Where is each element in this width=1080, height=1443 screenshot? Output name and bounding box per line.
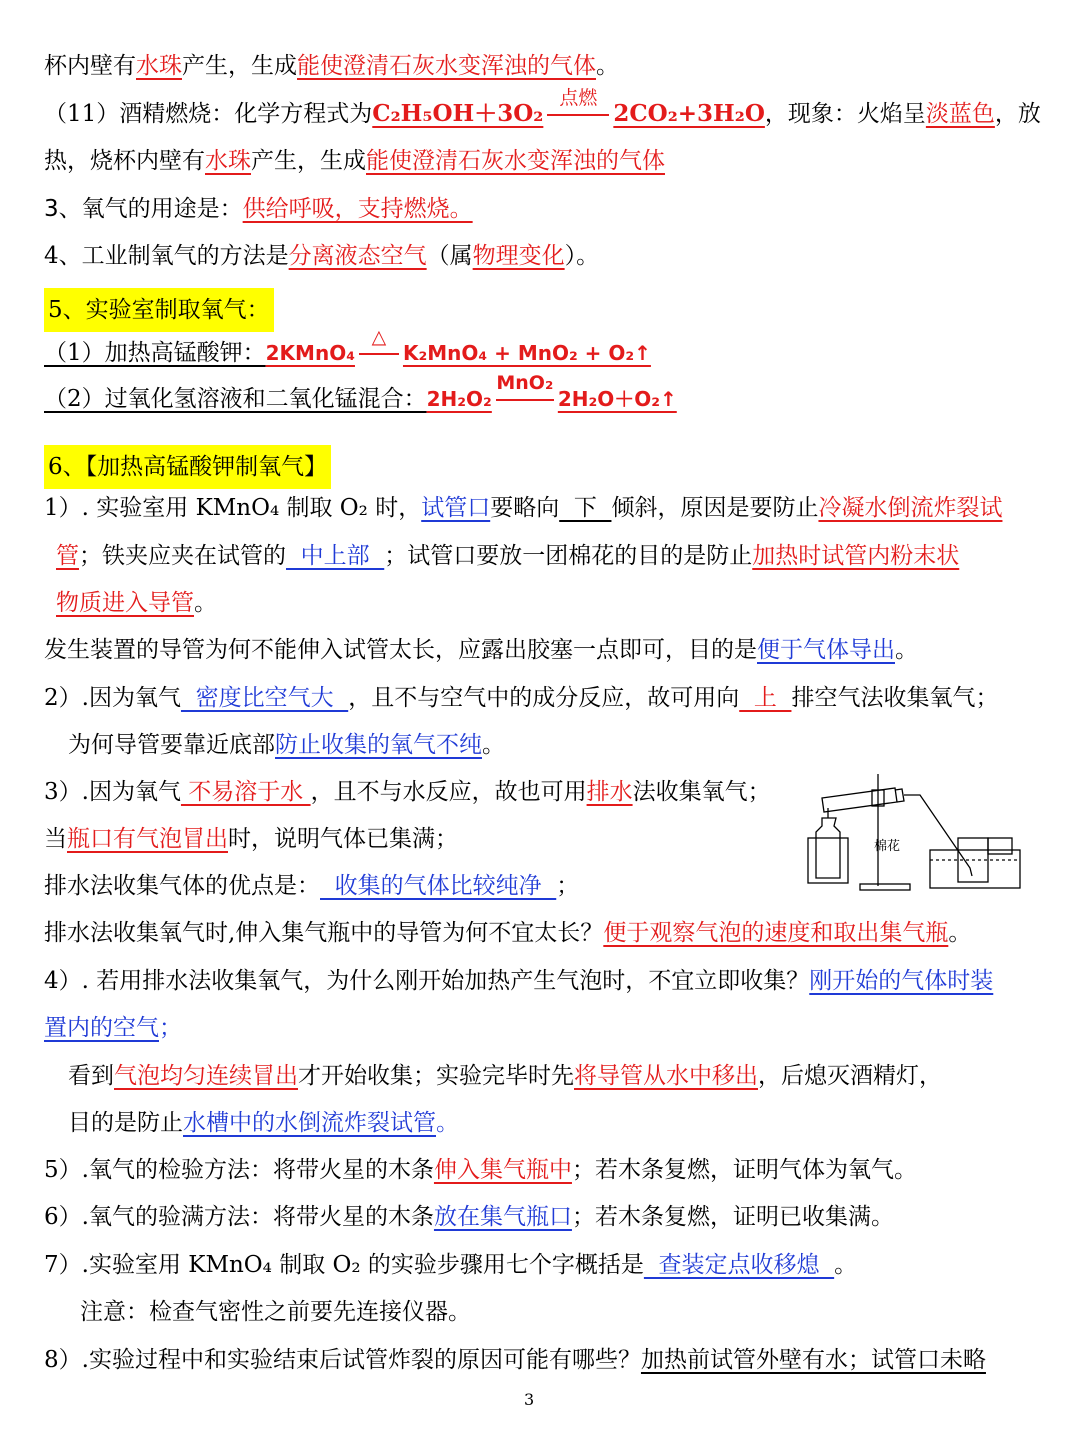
line-2 xyxy=(44,87,1041,130)
answer-blank: 中上部 xyxy=(286,543,385,569)
line-17 xyxy=(44,823,458,855)
text: 2）.因为氧气 xyxy=(44,685,181,711)
answer-blank: 加热前试管外壁有水；试管口未略 xyxy=(640,1347,986,1373)
line-10 xyxy=(44,492,1002,524)
text: 。 xyxy=(596,53,619,79)
text: 7）.实验室用 KMnO₄ 制取 O₂ 的实验步骤用七个字概括是 xyxy=(44,1252,644,1278)
equation-reactants: C₂H₅OH＋3O₂ xyxy=(372,100,544,127)
section-heading: 4、工业制氧气的方法是 xyxy=(44,243,289,269)
equation-reactants: 2KMnO₄ xyxy=(265,341,355,365)
line-6 xyxy=(44,288,274,332)
answer-blank: 水槽中的水倒流炸裂试管 xyxy=(183,1110,436,1136)
line-16 xyxy=(44,776,771,808)
line-8 xyxy=(44,372,677,415)
wooden-block xyxy=(808,838,848,883)
answer-blank: 能使澄清石灰水变浑浊的气体 xyxy=(297,53,596,79)
text: ，且不与水反应，故也可用 xyxy=(310,779,587,805)
reaction-condition xyxy=(547,87,609,130)
line-21 xyxy=(44,1012,182,1044)
text: （2）过氧化氢溶液和二氧化锰混合： xyxy=(44,386,427,412)
section-heading: 3、氧气的用途是： xyxy=(44,196,243,222)
answer-blank: 排水 xyxy=(586,779,633,805)
text: 时，说明气体已集满； xyxy=(228,826,458,852)
text: 。 xyxy=(948,920,972,946)
equation-products: 2H₂O＋O₂↑ xyxy=(557,387,677,411)
text: 产生，生成 xyxy=(182,53,297,79)
text: ；若木条复燃，证明气体为氧气。 xyxy=(571,1157,917,1183)
line-11 xyxy=(56,540,959,572)
reaction-condition xyxy=(496,372,554,415)
line-19 xyxy=(44,917,971,949)
line-24 xyxy=(44,1154,917,1186)
line-14 xyxy=(44,682,998,714)
text: 法收集氧气； xyxy=(632,779,771,805)
text: ；若木条复燃，证明已收集满。 xyxy=(571,1204,894,1230)
line-9 xyxy=(44,445,331,489)
text: ；铁夹应夹在试管的 xyxy=(79,543,286,569)
condition-label: △ xyxy=(371,326,387,348)
reaction-arrow xyxy=(359,353,399,355)
bottle-rest xyxy=(988,838,1012,854)
line-25 xyxy=(44,1201,894,1233)
text: 要略向 xyxy=(490,495,560,521)
equation-reactants: 2H₂O₂ xyxy=(426,387,492,411)
text: 排水法收集气体的优点是： xyxy=(44,873,320,899)
answer-blank: 加热时试管内粉末状 xyxy=(752,543,960,569)
text: 3）.因为氧气 xyxy=(44,779,181,805)
answer-blank: 物质进入导管 xyxy=(56,590,194,616)
answer-blank: 淡蓝色 xyxy=(925,101,995,127)
line-3 xyxy=(44,145,665,177)
answer-blank: 气泡均匀连续冒出 xyxy=(114,1063,298,1089)
line-28 xyxy=(44,1344,986,1376)
text: 4）. 若用排水法收集氧气，为什么刚开始加热产生气泡时，不宜立即收集？ xyxy=(44,968,810,994)
answer-blank: 密度比空气大 xyxy=(180,685,349,711)
text: 才开始收集；实验完毕时先 xyxy=(298,1063,574,1089)
text: 当 xyxy=(44,826,67,852)
text: 产生，生成 xyxy=(251,148,366,174)
line-1 xyxy=(44,50,619,82)
note-text: 注意：检查气密性之前要先连接仪器。 xyxy=(80,1299,471,1325)
text: （11）酒精燃烧：化学方程式为 xyxy=(44,101,373,127)
text: ）。 xyxy=(564,243,600,269)
line-27 xyxy=(80,1296,471,1328)
test-tube xyxy=(822,788,897,812)
answer-blank: 下 xyxy=(559,495,612,521)
line-7 xyxy=(44,326,651,369)
line-23 xyxy=(68,1107,459,1139)
text: 。 xyxy=(436,1110,459,1136)
text: 为何导管要靠近底部 xyxy=(68,732,275,758)
line-15 xyxy=(68,729,505,761)
text: ，后熄灭酒精灯， xyxy=(758,1063,942,1089)
text: 5）.氧气的检验方法：将带火星的木条 xyxy=(44,1157,434,1183)
text: 8）.实验过程中和实验结束后试管炸裂的原因可能有哪些？ xyxy=(44,1347,641,1373)
answer-blank: 冷凝水倒流炸裂试 xyxy=(818,495,1003,521)
text: 1）. 实验室用 KMnO₄ 制取 O₂ 时， xyxy=(44,495,422,521)
line-18 xyxy=(44,870,579,902)
highlighted-heading: 6、【加热高锰酸钾制氧气】 xyxy=(44,445,331,489)
line-4 xyxy=(44,193,473,225)
answer-blank: 能使澄清石灰水变浑浊的气体 xyxy=(366,148,665,174)
alcohol-lamp xyxy=(816,818,840,878)
line-26 xyxy=(44,1249,857,1281)
highlighted-heading: 5、实验室制取氧气： xyxy=(44,288,274,332)
equation-products: K₂MnO₄ + MnO₂ + O₂↑ xyxy=(402,341,651,365)
reaction-condition xyxy=(359,326,399,369)
condition-label: 点燃 xyxy=(559,87,598,109)
answer-blank: 试管口 xyxy=(421,495,491,521)
page-number: 3 xyxy=(524,1390,535,1409)
text: 排水法收集氧气时,伸入集气瓶中的导管为何不宜太长？ xyxy=(44,920,604,946)
answer-blank: 水珠 xyxy=(205,148,251,174)
text: 看到 xyxy=(68,1063,114,1089)
line-12 xyxy=(56,587,217,619)
text: 。 xyxy=(482,732,505,758)
line-13 xyxy=(44,634,918,666)
apparatus-figure xyxy=(800,768,1025,898)
answer-blank: 水珠 xyxy=(136,53,182,79)
answer-blank: 管 xyxy=(56,543,79,569)
answer-blank: 刚开始的气体时装 xyxy=(809,968,994,994)
text: 杯内壁有 xyxy=(44,53,136,79)
answer-blank: 将导管从水中移出 xyxy=(574,1063,758,1089)
equation-products: 2CO₂+3H₂O xyxy=(613,100,765,127)
line-22 xyxy=(68,1060,942,1092)
text: 排空气法收集氧气； xyxy=(791,685,999,711)
text: 。 xyxy=(895,637,918,663)
answer-blank: 便于气体导出 xyxy=(757,637,895,663)
answer-blank: 置内的空气 xyxy=(44,1015,159,1041)
text: 热，烧杯内壁有 xyxy=(44,148,205,174)
text: 发生装置的导管为何不能伸入试管太长，应露出胶塞一点即可，目的是 xyxy=(44,637,757,663)
answer-blank: 放在集气瓶口 xyxy=(433,1204,572,1230)
answer-blank: 伸入集气瓶中 xyxy=(433,1157,572,1183)
text: ； xyxy=(556,873,580,899)
answer-blank: 查装定点收移熄 xyxy=(643,1252,835,1278)
text: ，现象：火焰呈 xyxy=(764,101,926,127)
answer-blank: 供给呼吸，支持燃烧。 xyxy=(242,196,473,222)
text: ，且不与空气中的成分反应，故可用向 xyxy=(348,685,740,711)
text: ，放 xyxy=(994,101,1041,127)
delivery-tube xyxy=(904,795,972,876)
condition-label: MnO₂ xyxy=(496,372,554,394)
text: 倾斜，原因是要防止 xyxy=(611,495,819,521)
text: ； xyxy=(159,1015,182,1041)
line-20 xyxy=(44,965,993,997)
answer-blank: 上 xyxy=(739,685,792,711)
answer-blank: 瓶口有气泡冒出 xyxy=(67,826,228,852)
text: （属 xyxy=(426,243,473,269)
answer-blank: 分离液态空气 xyxy=(288,243,427,269)
stand-base xyxy=(860,884,910,890)
text: 。 xyxy=(194,590,217,616)
text: 6）.氧气的验满方法：将带火星的木条 xyxy=(44,1204,434,1230)
text: 。 xyxy=(834,1252,858,1278)
text: ；试管口要放一团棉花的目的是防止 xyxy=(384,543,753,569)
line-5 xyxy=(44,240,599,272)
answer-blank: 物理变化 xyxy=(472,243,565,269)
answer-blank: 防止收集的氧气不纯 xyxy=(275,732,482,758)
text: （1）加热高锰酸钾： xyxy=(44,340,266,366)
text: 目的是防止 xyxy=(68,1110,183,1136)
cotton-label: 棉花 xyxy=(874,839,901,854)
answer-blank: 收集的气体比较纯净 xyxy=(320,873,557,899)
reaction-arrow xyxy=(547,114,609,116)
answer-blank: 便于观察气泡的速度和取出集气瓶 xyxy=(603,920,949,946)
reaction-arrow xyxy=(496,399,554,401)
answer-blank: 不易溶于水 xyxy=(180,779,311,805)
